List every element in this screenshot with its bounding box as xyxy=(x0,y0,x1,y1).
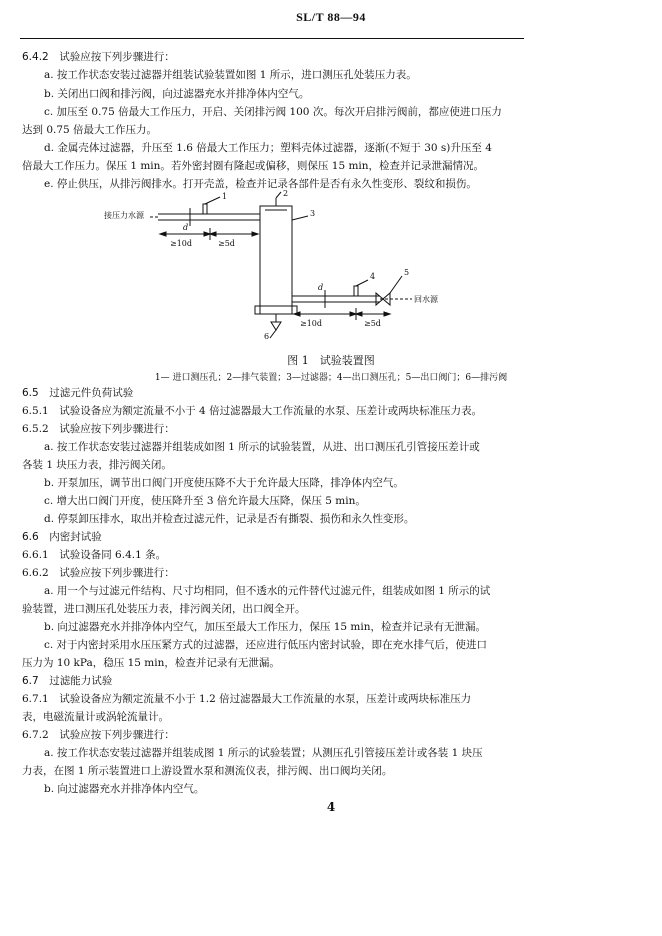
section-6-7: 6.7 过滤能力试验 xyxy=(22,675,113,687)
d-label-outlet: d xyxy=(318,283,324,292)
test-apparatus-figure xyxy=(0,190,662,340)
d-label-inlet: d xyxy=(183,223,189,232)
clause-6-6-2: 6.6.2 试验应按下列步骤进行： xyxy=(22,567,175,579)
step-a: a. 按工作状态安装过滤器并组装成图 1 所示的试验装置；从测压孔引管接压差计或各装 1 块压 xyxy=(44,747,483,759)
callout-6: 6 xyxy=(264,332,270,340)
step-b: b. 关闭出口阀和排污阀，向过滤器充水并排净体内空气。 xyxy=(44,88,310,100)
step-b: b. 向过滤器充水并排净体内空气。 xyxy=(44,783,205,795)
step-c: c. 加压至 0.75 倍最大工作压力，开启、关闭排污阀 100 次。每次开启排污阀前，都应使进口压力 xyxy=(44,106,502,118)
callout-5: 5 xyxy=(404,268,410,277)
step-a: a. 用一个与过滤元件结构、尺寸均相同，但不透水的元件替代过滤元件，组装成如图 1 所示的试 xyxy=(44,585,491,597)
step-e: e. 停止供压，从排污阀排水。打开壳盖，检查并记录各部件是否有永久性变形、裂纹和损伤。 xyxy=(44,178,477,190)
step-a-cont: 力表，在图 1 所示装置进口上游设置水泵和测流仪表，排污阀、出口阀均关闭。 xyxy=(22,765,393,777)
step-c: c. 对于内密封采用水压压紧方式的过滤器，还应进行低压内密封试验，即在充水排气后，使进口 xyxy=(44,639,488,651)
page-number: 4 xyxy=(326,800,336,814)
step-a-cont: 各装 1 块压力表，排污阀关闭。 xyxy=(22,459,172,471)
step-a: a. 按工作状态安装过滤器并组装试验装置如图 1 所示，进口测压孔处装压力表。 xyxy=(44,69,417,81)
inlet-label: 接压力水源 xyxy=(104,211,144,220)
step-d-cont: 倍最大工作压力。保压 1 min。若外密封圈有隆起或偏移，则保压 15 min，检查并记录泄漏情况。 xyxy=(22,160,485,172)
clause-6-7-2: 6.7.2 试验应按下列步骤进行： xyxy=(22,729,175,741)
step-a-cont: 验装置，进口测压孔处装压力表，排污阀关闭，出口阀全开。 xyxy=(22,603,306,615)
figure-caption: 图 1 试验装置图 xyxy=(287,354,375,367)
step-c-cont: 达到 0.75 倍最大工作压力。 xyxy=(22,124,158,136)
dim-upstream-5d: ≥5d xyxy=(218,239,235,248)
outlet-label: 回水源 xyxy=(414,295,438,304)
callout-3: 3 xyxy=(310,209,316,218)
clause-6-5-2: 6.5.2 试验应按下列步骤进行： xyxy=(22,423,175,435)
callout-4: 4 xyxy=(370,272,376,281)
callout-2: 2 xyxy=(283,190,289,198)
step-b: b. 向过滤器充水并排净体内空气，加压至最大工作压力，保压 15 min，检查并记录有无泄漏。 xyxy=(44,621,487,633)
standard-code-header: SL/T 88—94 xyxy=(296,10,366,24)
dim-upstream: ≥10d xyxy=(170,239,193,248)
callout-1: 1 xyxy=(222,192,228,201)
section-6-6: 6.6 内密封试验 xyxy=(22,531,102,543)
step-b: b. 开泵加压，调节出口阀门开度使压降不大于允许最大压降，排净体内空气。 xyxy=(44,477,404,489)
step-a: a. 按工作状态安装过滤器并组装成如图 1 所示的试验装置，从进、出口测压孔引管接压差计或 xyxy=(44,441,480,453)
step-d: d. 金属壳体过滤器，升压至 1.6 倍最大工作压力；塑料壳体过滤器，逐渐(不短于 30 s)升压至 4 xyxy=(44,142,492,154)
dim-downstream: ≥5d xyxy=(364,319,381,328)
dim-downstream-10d: ≥10d xyxy=(300,319,323,328)
clause-6-5-1: 6.5.1 试验设备应为额定流量不小于 4 倍过滤器最大工作流量的水泵、压差计或两块标准压力表。 xyxy=(22,405,483,417)
clause-6-6-1: 6.6.1 试验设备同 6.4.1 条。 xyxy=(22,549,167,561)
clause-6-7-1: 6.7.1 试验设备应为额定流量不小于 1.2 倍过滤器最大工作流量的水泵，压差计或两块标准压力 xyxy=(22,693,472,705)
clause-6-7-1-cont: 表，电磁流量计或涡轮流量计。 xyxy=(22,711,169,723)
step-c: c. 增大出口阀门开度，使压降升至 3 倍允许最大压降，保压 5 min。 xyxy=(44,495,366,507)
section-6-5: 6.5 过滤元件负荷试验 xyxy=(22,387,134,399)
header-rule xyxy=(20,38,524,39)
step-d: d. 停泵卸压排水，取出并检查过滤元件，记录是否有撕裂、损伤和永久性变形。 xyxy=(44,513,415,525)
clause-6-4-2: 6.4.2 试验应按下列步骤进行： xyxy=(22,51,175,63)
step-c-cont: 压力为 10 kPa，稳压 15 min，检查并记录有无泄漏。 xyxy=(22,657,280,669)
figure-legend: 1— 进口测压孔；2—排气装置；3—过滤器；4—出口测压孔；5—出口阀门；6—排污阀 xyxy=(154,373,508,383)
